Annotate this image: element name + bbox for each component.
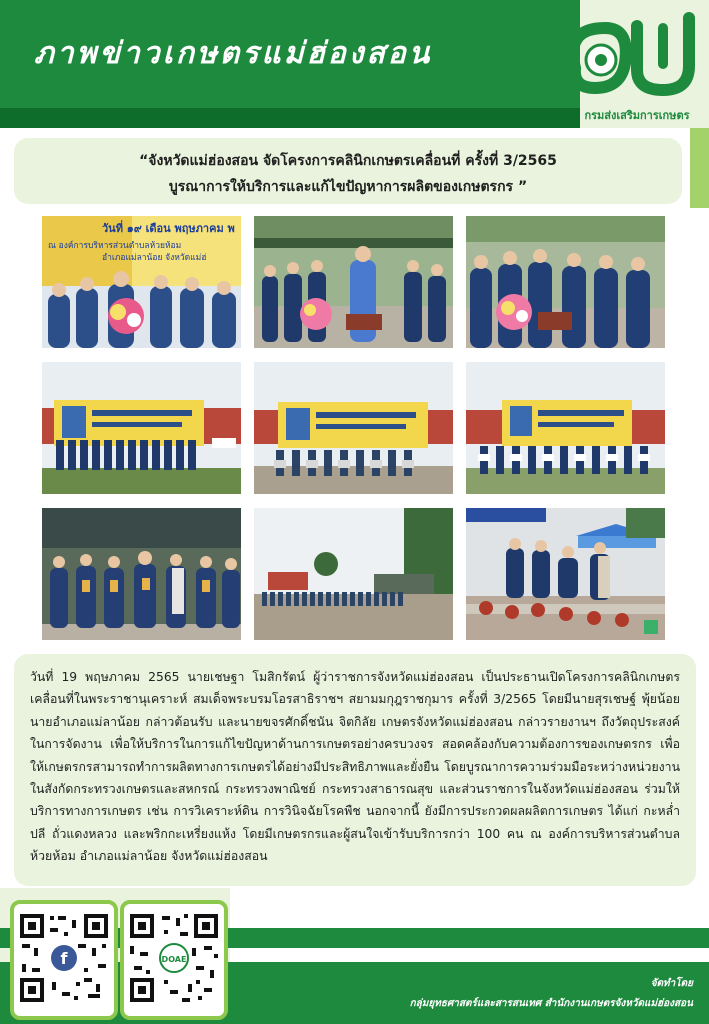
banner-line-1: วันที่ ๑๙ เดือน พฤษภาคม พ [102,222,235,235]
doae-qr-code[interactable] [120,900,228,1020]
photo-opening-group [42,216,241,348]
photo-governor-speech [254,216,453,348]
photo-product-display [42,508,241,640]
headline-box [14,138,682,204]
banner-line-2: ณ องค์การบริหารส่วนตำบลห้วยห้อม [48,241,182,251]
headline-line-1: “จังหวัดแม่ฮ่องสอน จัดโครงการคลินิกเกษตรเคลื่อนที่ ครั้งที่ 3/2565 [139,153,557,169]
facebook-icon: f [60,949,68,968]
credit-label: จัดทำโดย [650,978,693,989]
headline-line-2: บูรณาการให้บริการและแก้ไขปัญหาการผลิตของเกษตรกร ” [168,179,528,195]
qr-code-icon [18,912,110,1004]
photo-stage-group-1 [42,362,241,494]
qr-code-icon [128,912,220,1004]
credit-organization: กลุ่มยุทธศาสตร์และสารสนเทศ สำนักงานเกษตรจังหวัดแม่ฮ่องสอน [409,998,693,1009]
banner-line-3: อำเภอแม่ลาน้อย จังหวัดแม่ฮ่ [102,253,207,263]
logo-caption: กรมส่งเสริมการเกษตร [584,109,690,122]
photo-officials-podium [466,216,665,348]
doae-logo-icon [555,8,705,108]
news-body-text: วันที่ 19 พฤษภาคม 2565 นายเชษฐา โมสิกรัตน์ ผู้ว่าราชการจังหวัดแม่ฮ่องสอน เป็นประธานเปิดโครงการคลินิกเกษตรเคลื่อนที่ในพระราชานุเคราะห์ สมเด็จพระบรมโอรสาธิราชฯ สยามมกุฎราชกุมาร ครั้งที่ 3/2565 โดยมีนายสุรเชษฐ์ พุ้ยน้อย นายอำเภอแม่ลาน้อย กล่าวต้อนรับ และนายขจรศักดิ์ชนัน จิตกิลัย เกษตรจังหวัดแม่ฮ่องสอน กล่าวรายงานฯ ถึงวัตถุประสงค์ในการจัดงาน เพื่อให้บริการในการแก้ไขปัญหาด้านการเกษตรอย่างครบวงจร สอดคล้องกับความต้องการของเกษตรกร เพื่อให้เกษตรกรสามารถทำการผลิตทางการเกษตรได้อย่างมีประสิทธิภาพและยั่งยืน โดยบูรณาการความร่วมมือระหว่างหน่วยงานในสังกัดกระทรวงเกษตรและสหกรณ์ กระทรวงพาณิชย์ กระทรวงสาธารณสุข และส่วนราชการในจังหวัดแม่ฮ่องสอน ร่วมให้บริการทางการเกษตร เช่น การวิเคราะห์ดิน การวินิจฉัยโรคพืช นอกจากนี้ ยังมีการประกวดผลผลิตการเกษตร ได้แก่ กะหล่ำปลี ถั่วแดงหลวง และพริกกะเหรี่ยงแห้ง โดยมีเกษตรกรและผู้สนใจเข้ารับบริการกว่า 100 คน ณ องค์การบริหารส่วนตำบลห้วยห้อม อำเภอแม่ลาน้อย จังหวัดแม่ฮ่องสอน [30,670,680,864]
doae-badge-icon: DOAE [161,955,187,964]
facebook-qr-code[interactable] [10,900,118,1020]
photo-outdoor-crowd [254,508,453,640]
photo-stage-group-2 [254,362,453,494]
photo-service-tent [466,508,665,640]
page-title: ภาพข่าวเกษตรแม่ฮ่องสอน [34,36,433,71]
side-accent [690,128,709,208]
photo-stage-group-3 [466,362,665,494]
